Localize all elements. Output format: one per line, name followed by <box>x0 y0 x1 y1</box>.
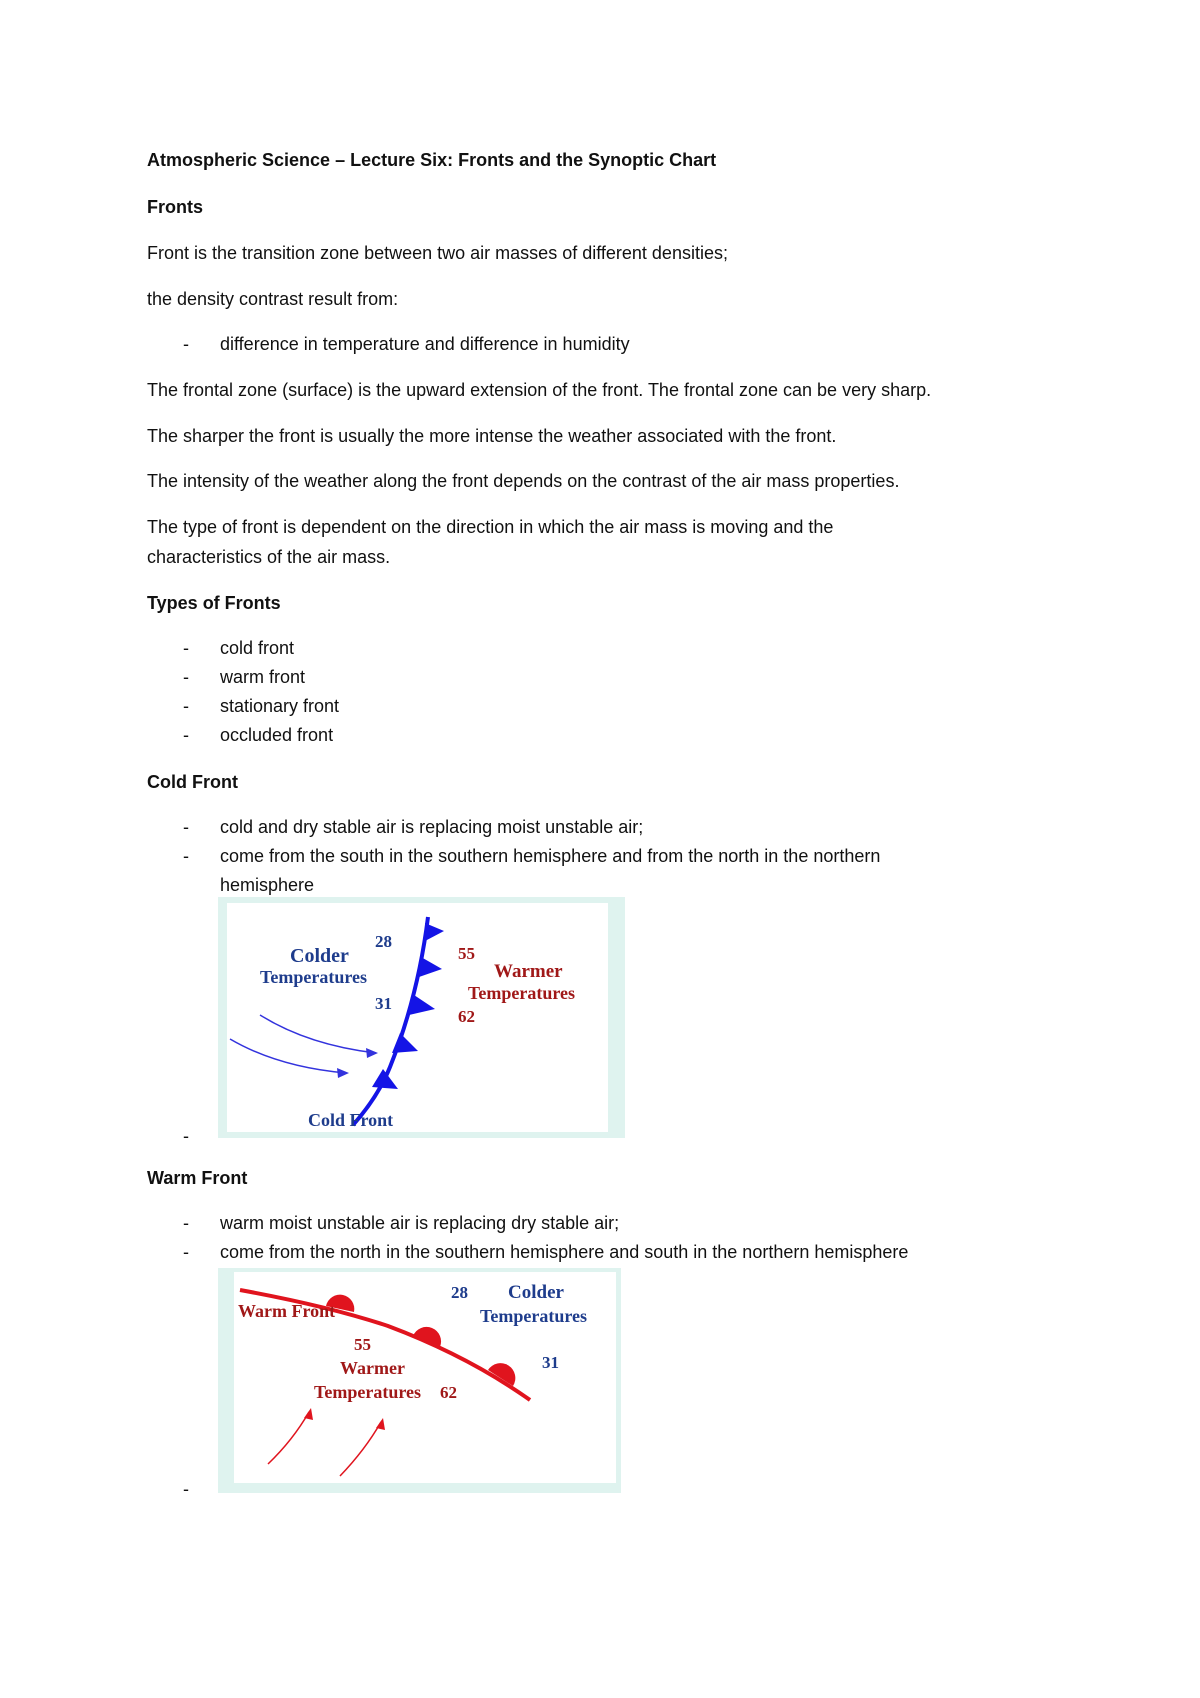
bullet-dash: - <box>183 1479 189 1499</box>
list-item: come from the north in the southern hemisphere and south in the northern hemisphere <box>220 1242 909 1262</box>
colder-label: Temperatures <box>480 1306 587 1326</box>
paragraph: The frontal zone (surface) is the upward extension of the front. The frontal zone can be very sharp. <box>147 380 932 400</box>
list-item: come from the south in the southern hemisphere and from the north in the northern <box>220 846 881 866</box>
temperature-value: 62 <box>458 1007 475 1026</box>
paragraph: The intensity of the weather along the front depends on the contrast of the air mass properties. <box>147 471 900 491</box>
list-item: cold and dry stable air is replacing moist unstable air; <box>220 817 644 837</box>
list-item: warm front <box>220 667 306 687</box>
bullet-dash: - <box>183 725 189 745</box>
cold-front-label: Cold Front <box>308 1110 394 1130</box>
diagram-inner-panel <box>227 903 608 1132</box>
warm-front-label: Warm Front <box>238 1301 336 1321</box>
list-item: difference in temperature and difference in humidity <box>220 334 630 354</box>
bullet-dash: - <box>183 846 189 866</box>
list-item: stationary front <box>220 696 340 716</box>
paragraph: The type of front is dependent on the direction in which the air mass is moving and the <box>147 517 834 537</box>
warmer-label: Temperatures <box>468 983 575 1003</box>
bullet-dash: - <box>183 1242 189 1262</box>
paragraph: The sharper the front is usually the more intense the weather associated with the front. <box>147 426 837 446</box>
bullet-dash: - <box>183 817 189 837</box>
list-item: warm moist unstable air is replacing dry stable air; <box>220 1213 620 1233</box>
temperature-value: 55 <box>458 944 475 963</box>
colder-label: Temperatures <box>260 967 367 987</box>
bullet-dash: - <box>183 696 189 716</box>
bullet-dash: - <box>183 638 189 658</box>
section-heading-fronts: Fronts <box>147 197 203 217</box>
colder-label: Colder <box>508 1282 564 1303</box>
section-heading-cold-front: Cold Front <box>147 772 238 792</box>
bullet-dash: - <box>183 1126 189 1146</box>
paragraph-continuation: characteristics of the air mass. <box>147 547 391 567</box>
warmer-label: Temperatures <box>314 1382 421 1402</box>
section-heading-types: Types of Fronts <box>147 593 281 613</box>
list-item: cold front <box>220 638 295 658</box>
temperature-value: 28 <box>375 932 392 951</box>
temperature-value: 31 <box>375 994 392 1013</box>
paragraph: Front is the transition zone between two air masses of different densities; <box>147 243 728 263</box>
colder-label: Colder <box>290 945 349 967</box>
warmer-label: Warmer <box>494 961 563 982</box>
list-item-continuation: hemisphere <box>220 875 315 895</box>
temperature-value: 31 <box>542 1353 559 1372</box>
temperature-value: 28 <box>451 1283 468 1302</box>
cold-front-diagram <box>218 897 625 1138</box>
temperature-value: 55 <box>354 1335 371 1354</box>
bullet-dash: - <box>183 1213 189 1233</box>
warm-front-diagram <box>218 1268 621 1493</box>
temperature-value: 62 <box>440 1383 457 1402</box>
bullet-dash: - <box>183 334 189 354</box>
list-item: occluded front <box>220 725 334 745</box>
paragraph: the density contrast result from: <box>147 289 399 309</box>
section-heading-warm-front: Warm Front <box>147 1168 248 1188</box>
warmer-label: Warmer <box>340 1358 405 1378</box>
bullet-dash: - <box>183 667 189 687</box>
page-title: Atmospheric Science – Lecture Six: Fronts and the Synoptic Chart <box>147 150 717 170</box>
